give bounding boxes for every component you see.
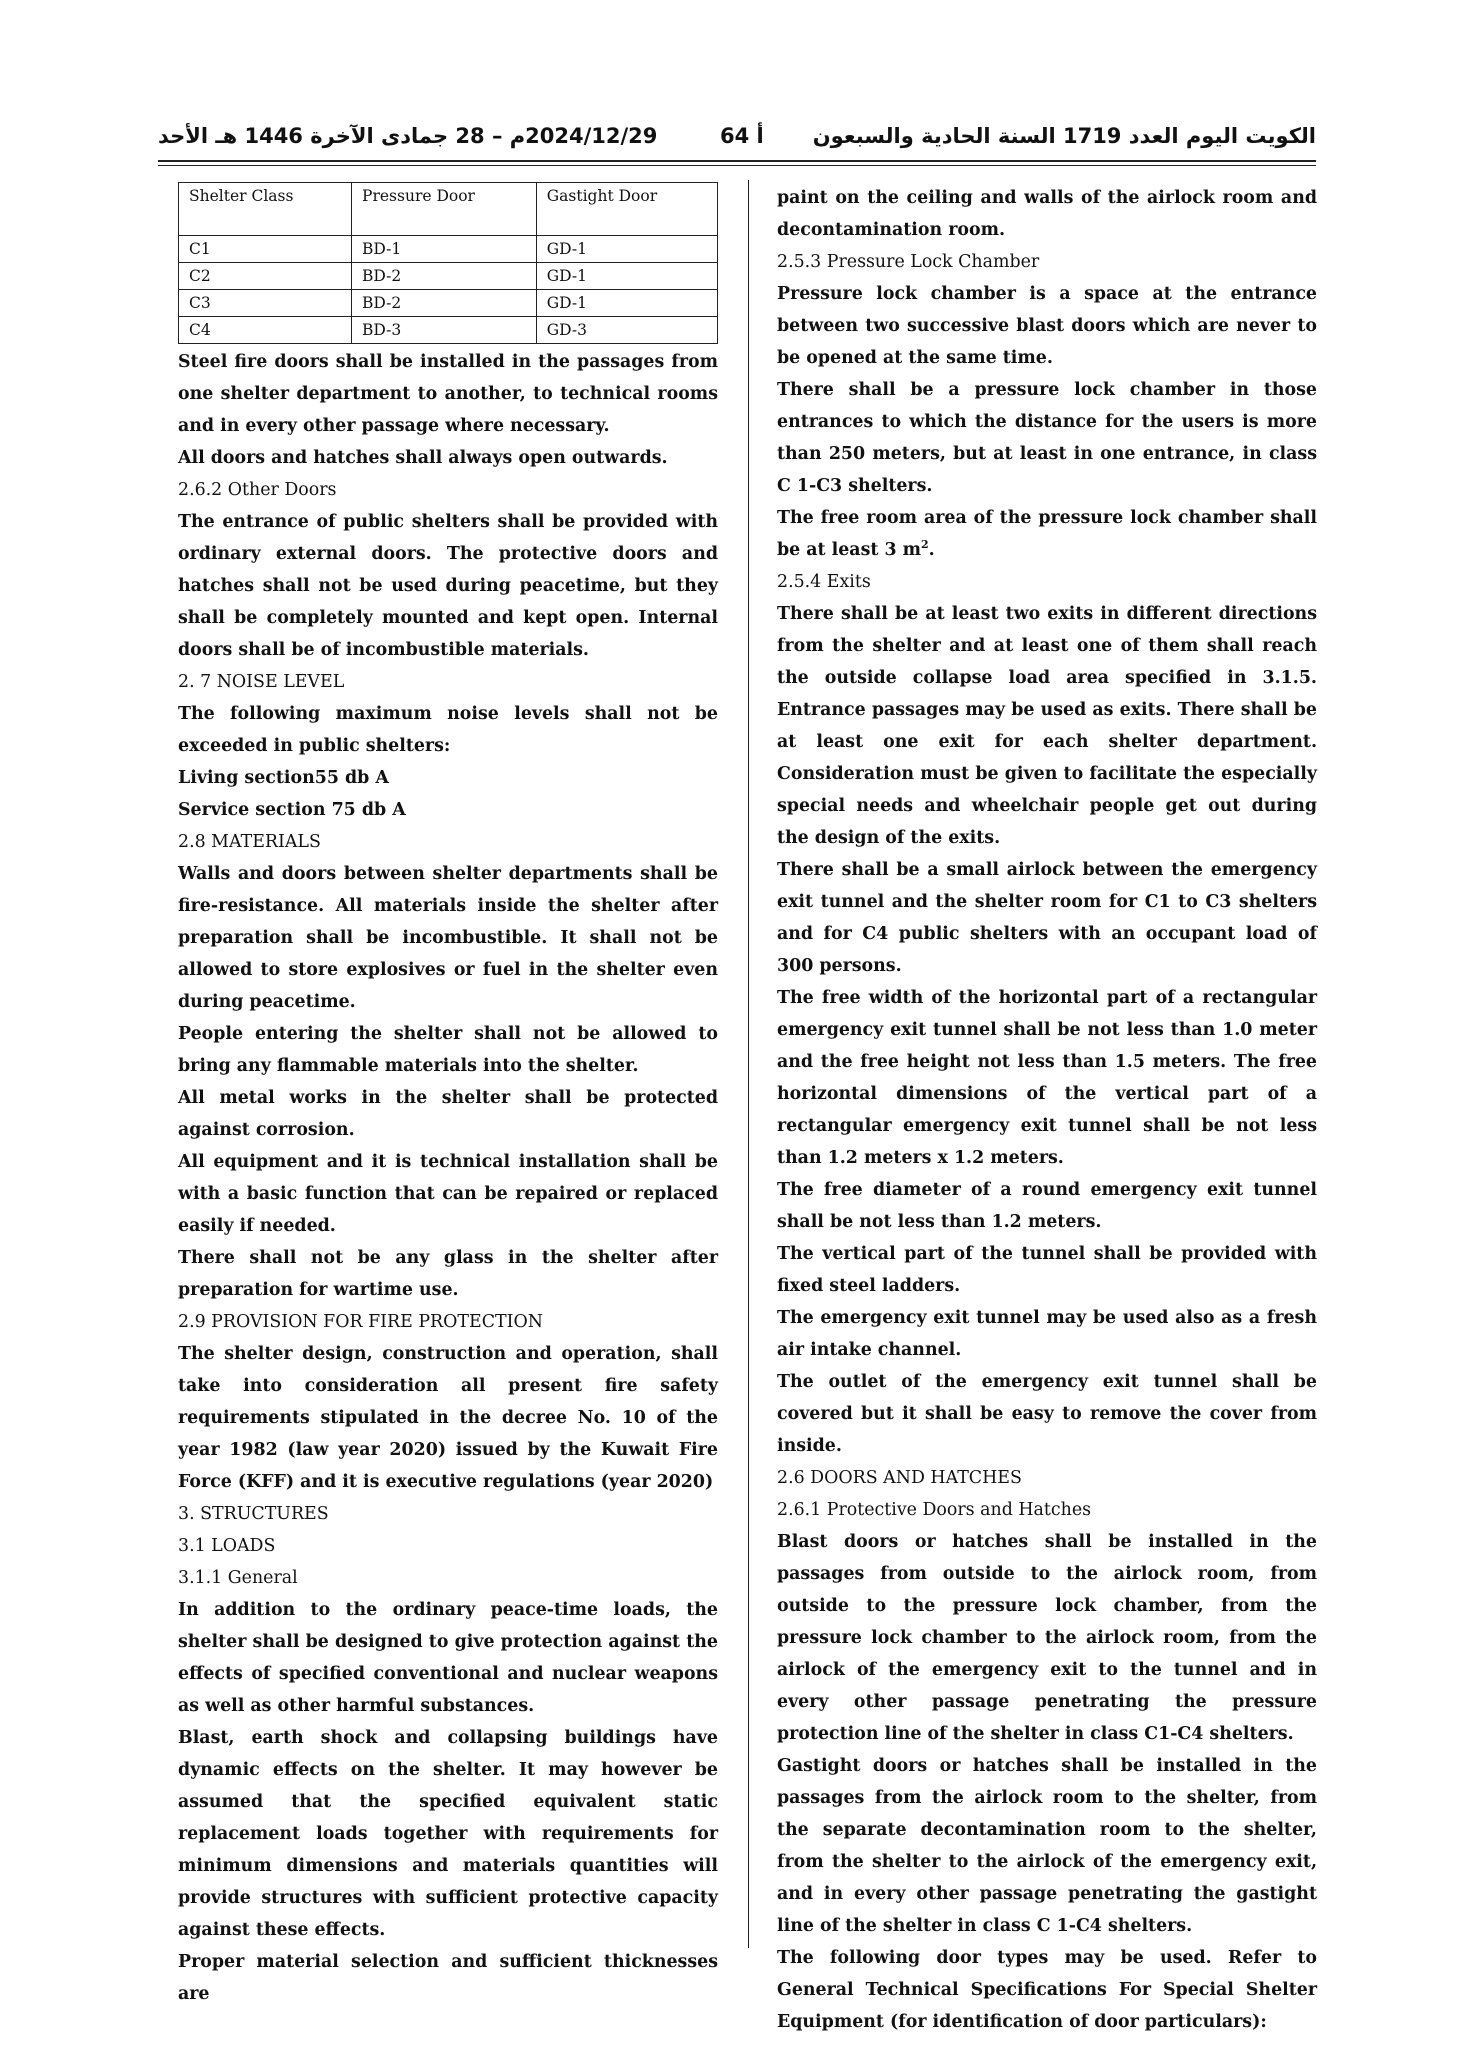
section-heading: 3.1 LOADS bbox=[178, 1536, 276, 1556]
area-text: The free room area of the pressure lock chamber shall be at least 3 m bbox=[777, 508, 1317, 560]
paragraph: There shall be a pressure lock chamber in those entrances to which the distance for the users is more than 250 meters, but at least in one entrance, in class C 1-C3 shelters. bbox=[777, 380, 1317, 496]
paragraph: The outlet of the emergency exit tunnel shall be covered but it shall be easy to remove the cover from inside. bbox=[777, 1372, 1317, 1456]
table-cell: GD-1 bbox=[536, 236, 717, 263]
section-heading: 2.6.2 Other Doors bbox=[178, 480, 337, 500]
table-cell: BD-2 bbox=[352, 263, 537, 290]
section-heading: 2.5.3 Pressure Lock Chamber bbox=[777, 252, 1040, 272]
door-types-table bbox=[178, 182, 718, 344]
paragraph: The following door types may be used. Refer to General Technical Specifications For Special Shelter Equipment (for identification of door particulars): bbox=[777, 1948, 1317, 2032]
page-header bbox=[158, 118, 1316, 158]
paragraph: The vertical part of the tunnel shall be provided with fixed steel ladders. bbox=[777, 1244, 1317, 1296]
table-row bbox=[179, 263, 718, 290]
table-cell: GD-3 bbox=[536, 317, 717, 344]
paragraph: The entrance of public shelters shall be provided with ordinary external doors. The protective doors and hatches shall not be used during peacetime, but they shall be completely mounted and kept open. Internal doors shall be of incombustible materials. bbox=[178, 512, 718, 660]
paragraph: Service section 75 db A bbox=[178, 800, 406, 820]
paragraph: Blast, earth shock and collapsing buildings have dynamic effects on the shelter. It may however be assumed that the specified equivalent static replacement loads together with requirements for minimum dimensions and materials quantities will provide structures with sufficient protective capacity against these effects. bbox=[178, 1728, 718, 1940]
header-page-number: أ 64 bbox=[720, 124, 764, 148]
section-heading: 2.8 MATERIALS bbox=[178, 832, 321, 852]
table-cell: GD-1 bbox=[536, 263, 717, 290]
table-row bbox=[179, 236, 718, 263]
paragraph: In addition to the ordinary peace-time loads, the shelter shall be designed to give protection against the effects of specified conventional and nuclear weapons as well as other harmful substances. bbox=[178, 1600, 718, 1716]
section-heading: 3. STRUCTURES bbox=[178, 1504, 329, 1524]
paragraph: The emergency exit tunnel may be used also as a fresh air intake channel. bbox=[777, 1308, 1317, 1360]
table-cell: C4 bbox=[179, 317, 352, 344]
paragraph: paint on the ceiling and walls of the airlock room and decontamination room. bbox=[777, 188, 1317, 240]
table-header-cell: Pressure Door bbox=[352, 183, 537, 236]
left-column bbox=[178, 182, 718, 2010]
table-row bbox=[179, 317, 718, 344]
paragraph: The shelter design, construction and operation, shall take into consideration all present fire safety requirements stipulated in the decree No. 10 of the year 1982 (law year 2020) issued by the Kuwait Fire Force (KFF) and it is executive regulations (year 2020) bbox=[178, 1344, 718, 1492]
table-cell: GD-1 bbox=[536, 290, 717, 317]
period: . bbox=[928, 540, 935, 560]
section-heading: 3.1.1 General bbox=[178, 1568, 298, 1588]
paragraph: Steel fire doors shall be installed in the passages from one shelter department to another, to technical rooms and in every other passage where necessary. bbox=[178, 352, 718, 436]
header-publication: الكويت اليوم العدد 1719 السنة الحادية والسبعون bbox=[812, 124, 1316, 148]
paragraph: There shall not be any glass in the shelter after preparation for wartime use. bbox=[178, 1248, 718, 1300]
table-cell: BD-2 bbox=[352, 290, 537, 317]
header-rule-thick bbox=[158, 160, 1316, 162]
table-header-cell: Gastight Door bbox=[536, 183, 717, 236]
section-heading: 2.6.1 Protective Doors and Hatches bbox=[777, 1500, 1092, 1520]
section-heading: 2. 7 NOISE LEVEL bbox=[178, 672, 345, 692]
table-cell: BD-1 bbox=[352, 236, 537, 263]
table-row bbox=[179, 290, 718, 317]
paragraph: All doors and hatches shall always open outwards. bbox=[178, 448, 668, 468]
paragraph: The free width of the horizontal part of a rectangular emergency exit tunnel shall be not less than 1.0 meter and the free height not less than 1.5 meters. The free horizontal dimensions of the vertical part of a rectangular emergency exit tunnel shall be not less than 1.2 meters x 1.2 meters. bbox=[777, 988, 1317, 1168]
paragraph: The following maximum noise levels shall not be exceeded in public shelters: bbox=[178, 704, 718, 756]
superscript: 2 bbox=[921, 538, 929, 552]
paragraph bbox=[777, 502, 1317, 566]
paragraph: Walls and doors between shelter departments shall be fire-resistance. All materials inside the shelter after preparation shall be incombustible. It shall not be allowed to store explosives or fuel in the shelter even during peacetime. bbox=[178, 864, 718, 1012]
paragraph: Blast doors or hatches shall be installed in the passages from outside to the airlock room, from outside to the pressure lock chamber, from the pressure lock chamber to the airlock room, from the airlock of the emergency exit to the tunnel and in every other passage penetrating the pressure protection line of the shelter in class C1-C4 shelters. bbox=[777, 1532, 1317, 1744]
table-header-row bbox=[179, 183, 718, 236]
paragraph: There shall be a small airlock between the emergency exit tunnel and the shelter room for C1 to C3 shelters and for C4 public shelters with an occupant load of 300 persons. bbox=[777, 860, 1317, 976]
table-cell: BD-3 bbox=[352, 317, 537, 344]
paragraph: All equipment and it is technical installation shall be with a basic function that can be repaired or replaced easily if needed. bbox=[178, 1152, 718, 1236]
paragraph: Proper material selection and sufficient thicknesses are bbox=[178, 1952, 718, 2004]
paragraph: There shall be at least two exits in different directions from the shelter and at least one of them shall reach the outside collapse load area specified in 3.1.5. Entrance passages may be used as exits. There shall be at least one exit for each shelter department. Consideration must be given to facilitate the especially special needs and wheelchair people get out during the design of the exits. bbox=[777, 604, 1317, 848]
paragraph: People entering the shelter shall not be allowed to bring any flammable materials into the shelter. bbox=[178, 1024, 718, 1076]
header-rule-thin bbox=[158, 165, 1316, 166]
paragraph: All metal works in the shelter shall be protected against corrosion. bbox=[178, 1088, 718, 1140]
section-heading: 2.5.4 Exits bbox=[777, 572, 871, 592]
table-cell: C2 bbox=[179, 263, 352, 290]
right-column bbox=[777, 182, 1317, 2038]
table-header-cell: Shelter Class bbox=[179, 183, 352, 236]
paragraph: The free diameter of a round emergency exit tunnel shall be not less than 1.2 meters. bbox=[777, 1180, 1317, 1232]
paragraph: Pressure lock chamber is a space at the entrance between two successive blast doors which are never to be opened at the same time. bbox=[777, 284, 1317, 368]
section-heading: 2.9 PROVISION FOR FIRE PROTECTION bbox=[178, 1312, 543, 1332]
table-cell: C3 bbox=[179, 290, 352, 317]
column-divider bbox=[748, 180, 749, 1948]
paragraph: Living section55 db A bbox=[178, 768, 389, 788]
header-date: 2024/12/29م – 28 جمادى الآخرة 1446 هـ الأحد bbox=[158, 124, 658, 148]
table-cell: C1 bbox=[179, 236, 352, 263]
paragraph: Gastight doors or hatches shall be installed in the passages from the airlock room to the shelter, from the separate decontamination room to the shelter, from the shelter to the airlock of the emergency exit, and in every other passage penetrating the gastight line of the shelter in class C 1-C4 shelters. bbox=[777, 1756, 1317, 1936]
section-heading: 2.6 DOORS AND HATCHES bbox=[777, 1468, 1022, 1488]
